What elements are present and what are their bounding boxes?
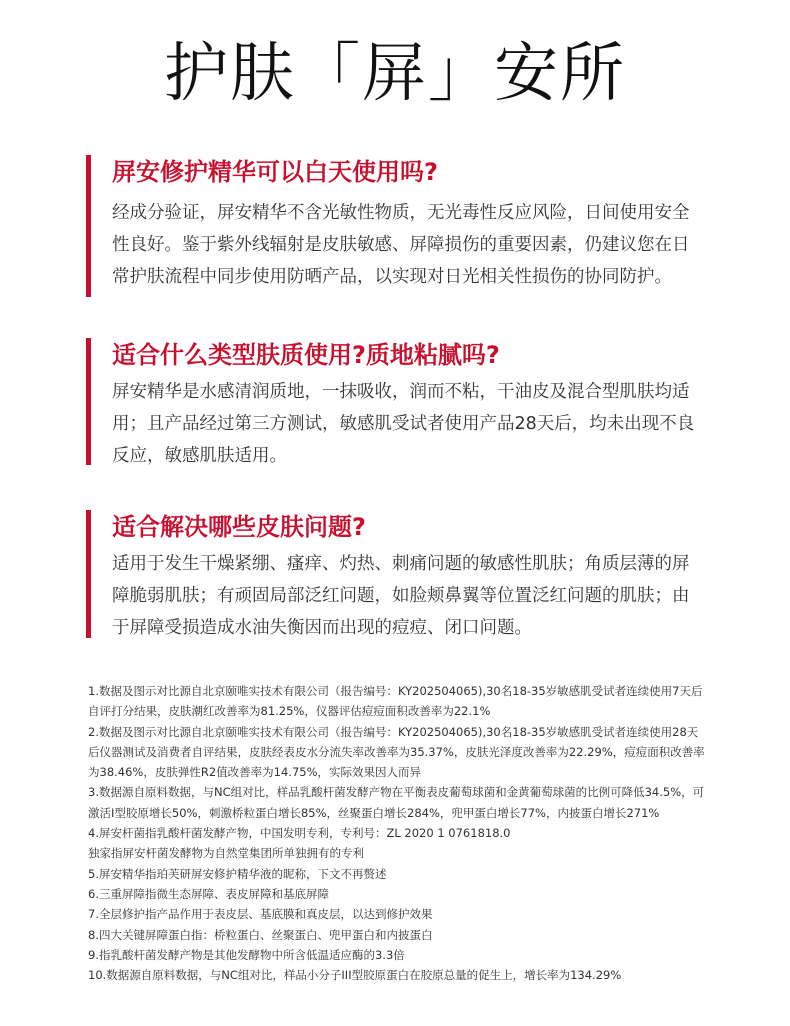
faq-section-daytime-use [86, 155, 706, 297]
page-title: 护肤「屏」安所 [164, 37, 626, 111]
footnote-item: 8.四大关键屏障蛋白指：桥粒蛋白、丝聚蛋白、兜甲蛋白和内披蛋白 [88, 927, 433, 942]
faq-question: 适合什么类型肤质使用?质地粘腻吗? [112, 341, 500, 369]
footnote-item: 5.屏安精华指珀芙研屏安修护精华液的昵称，下文不再赘述 [88, 866, 387, 881]
footnote-item: 1.数据及图示对比源自北京颐唯实技术有限公司（报告编号：KY202504065),30名18-35岁敏感肌受试者连续使用7天后自评打分结果，皮肤潮红改善率为81.25%，仪器评估痘痘面积改善率为22.1% [88, 684, 703, 719]
footnotes [88, 681, 708, 985]
faq-answer: 适用于发生干燥紧绷、瘙痒、灼热、刺痛问题的敏感性肌肤；角质层薄的屏障脆弱肌肤；有顽固局部泛红问题，如脸颊鼻翼等位置泛红问题的肌肤；由于屏障受损造成水油失衡因而出现的痘痘、闭口问题。 [112, 554, 690, 638]
faq-answer: 经成分验证，屏安精华不含光敏性物质，无光毒性反应风险，日间使用安全性良好。鉴于紫外线辐射是皮肤敏感、屏障损伤的重要因素，仍建议您在日常护肤流程中同步使用防晒产品，以实现对日光相关性损伤的协同防护。 [112, 203, 690, 287]
section-accent-bar [86, 155, 91, 297]
footnote-item: 3.数据源自原料数据，与NC组对比，样品乳酸杆菌发酵产物在平衡表皮葡萄球菌和金黄葡萄球菌的比例可降低34.5%，可激活I型胶原增长50%，刺激桥粒蛋白增长85%，丝聚蛋白增长284%，兜甲蛋白增长77%，内披蛋白增长271% [88, 785, 705, 820]
faq-section-skin-problems [86, 510, 706, 638]
footnote-item: 6.三重屏障指微生态屏障、表皮屏障和基底屏障 [88, 886, 329, 901]
section-accent-bar [86, 510, 91, 638]
footnote-item: 2.数据及图示对比源自北京颐唯实技术有限公司（报告编号：KY202504065),30名18-35岁敏感肌受试者连续使用28天后仪器测试及消费者自评结果，皮肤经表皮水分流失率改善率为35.37%，皮肤光泽度改善率为22.29%，痘痘面积改善率为38.46%，皮肤弹性R2值改善率为14.75%，实际效果因人而异 [88, 724, 705, 780]
faq-answer: 屏安精华是水感清润质地，一抹吸收，润而不粘，干油皮及混合型肌肤均适用；且产品经过第三方测试，敏感肌受试者使用产品28天后，均未出现不良反应，敏感肌肤适用。 [112, 382, 695, 466]
footnote-item: 4.屏安杆菌指乳酸杆菌发酵产物，中国发明专利，专利号：ZL 2020 1 0761818.0 [88, 826, 511, 841]
faq-section-skin-type [86, 338, 706, 465]
faq-question: 适合解决哪些皮肤问题? [112, 513, 366, 541]
footnote-item: 独家指屏安杆菌发酵物为自然堂集团所单独拥有的专利 [88, 846, 364, 861]
section-accent-bar [86, 338, 91, 465]
footnote-item: 10.数据源自原料数据，与NC组对比，样品小分子III型胶原蛋白在胶原总量的促生上，增长率为134.29% [88, 968, 622, 983]
footnote-item: 9.指乳酸杆菌发酵产物是其他发酵物中所含低温适应酶的3.3倍 [88, 947, 405, 962]
faq-question: 屏安修护精华可以白天使用吗? [112, 158, 438, 186]
footnote-item: 7.全层修护指产品作用于表皮层、基底膜和真皮层，以达到修护效果 [88, 907, 433, 922]
